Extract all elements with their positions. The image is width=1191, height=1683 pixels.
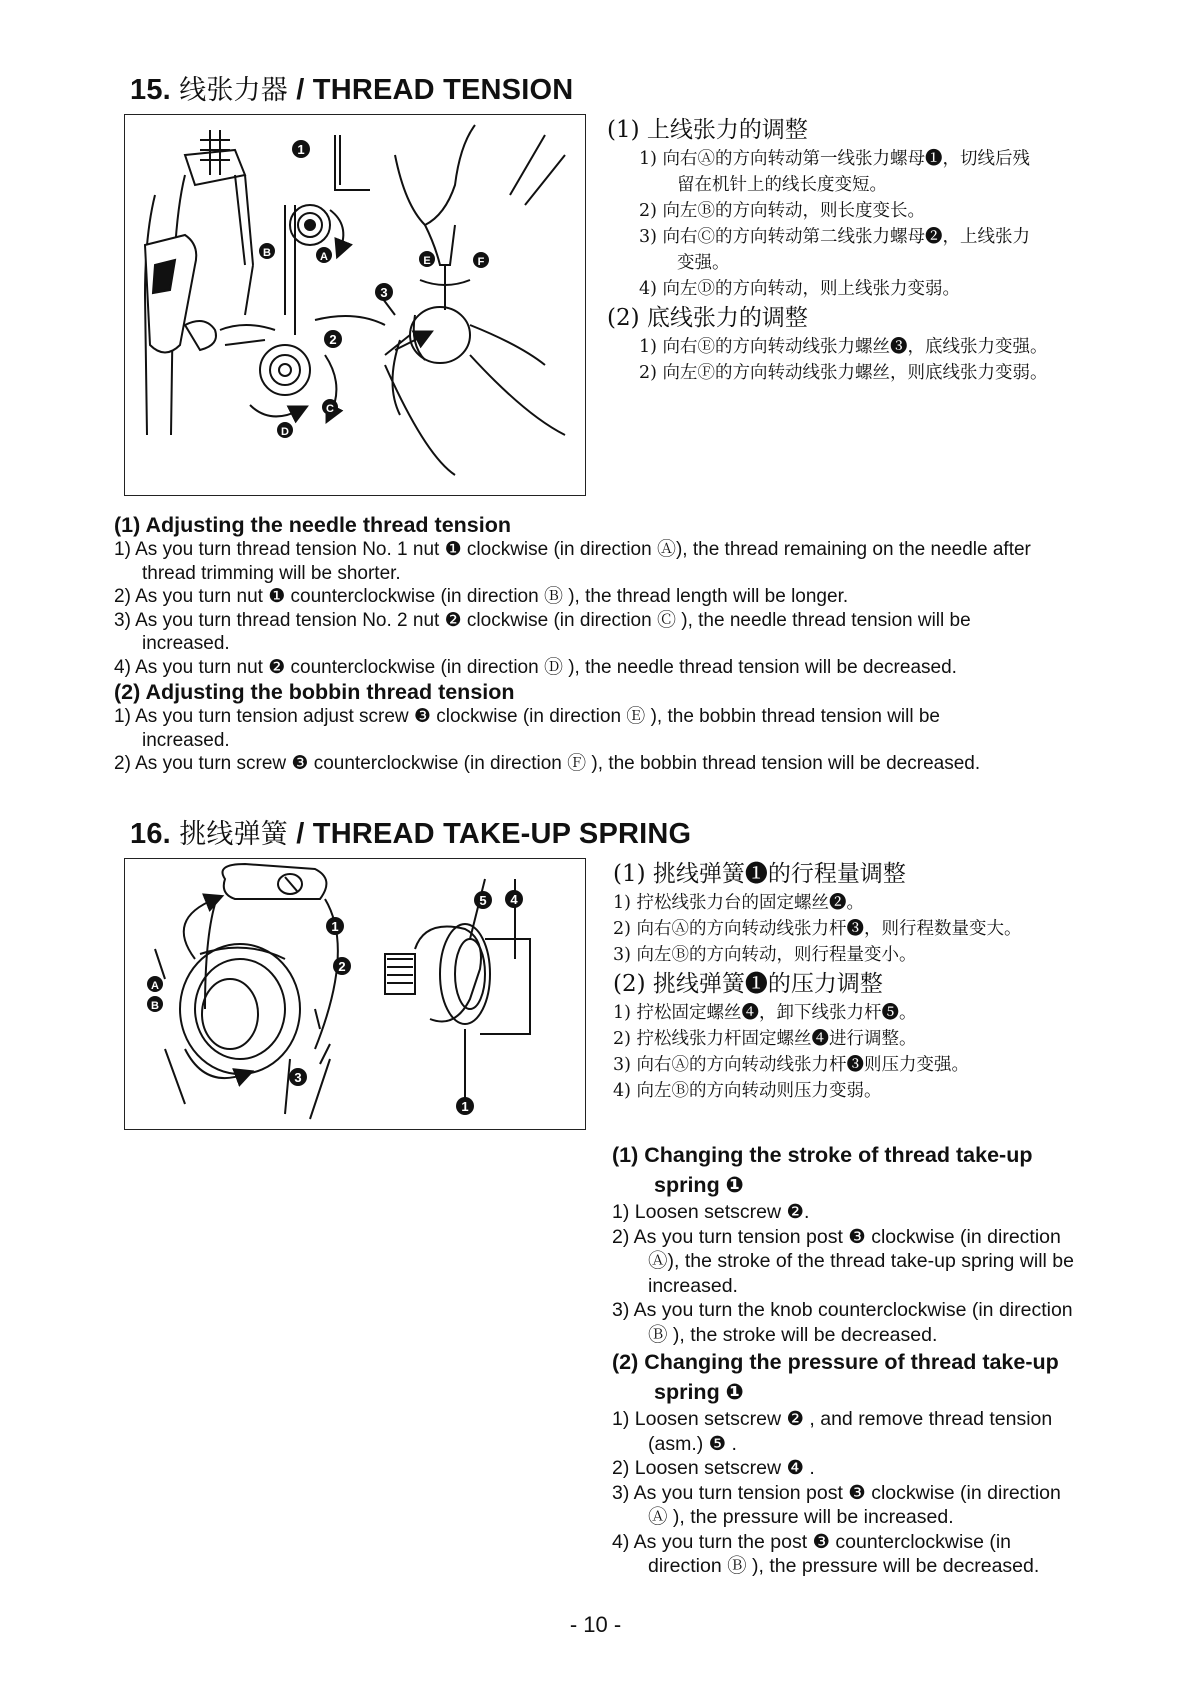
section-15-title: 15. 线张力器 / THREAD TENSION [130, 74, 574, 106]
thread-tension-illustration [125, 115, 585, 495]
zh-item: 1) 向右Ⓐ的方向转动第一线张力螺母❶，切线后残 [639, 149, 1031, 169]
svg-text:B: B [151, 1000, 159, 1012]
svg-text:B: B [263, 247, 271, 259]
svg-text:1: 1 [461, 1099, 469, 1114]
svg-text:2: 2 [329, 332, 337, 347]
en-item: 2) As you turn tension post ❸ clockwise (in direction [612, 1225, 1061, 1248]
en-heading-2: (2) Changing the pressure of thread take-up [612, 1350, 1059, 1374]
zh-item: 留在机针上的线长度变短。 [677, 175, 887, 195]
zh-item: 4) 向左Ⓓ的方向转动，则上线张力变弱。 [639, 279, 961, 299]
zh-item: 3) 向右Ⓒ的方向转动第二线张力螺母❷，上线张力 [639, 227, 1031, 247]
zh-item: 2) 拧松线张力杆固定螺丝❹进行调整。 [613, 1029, 917, 1049]
svg-text:1: 1 [331, 919, 339, 934]
zh-heading-2: (2) 挑线弹簧❶的压力调整 [613, 971, 883, 997]
en-item: increased. [648, 1274, 738, 1297]
zh-item: 2) 向左Ⓕ的方向转动线张力螺丝，则底线张力变弱。 [639, 363, 1048, 383]
en-item: 1) Loosen setscrew ❷ , and remove thread tension [612, 1408, 1053, 1430]
en-heading-1-cont: spring ❶ [654, 1173, 744, 1197]
section-16-title: 16. 挑线弹簧 / THREAD TAKE-UP SPRING [130, 818, 692, 850]
label-1: 1 [297, 142, 305, 157]
en-item: Ⓐ ), the pressure will be increased. [648, 1506, 954, 1528]
zh-heading-1: (1) 上线张力的调整 [607, 117, 808, 143]
en-item: Ⓐ), the stroke of the thread take-up spring will be [648, 1250, 1074, 1272]
svg-text:D: D [281, 426, 289, 438]
svg-text:2: 2 [338, 959, 346, 974]
zh-item: 2) 向右Ⓐ的方向转动线张力杆❸，则行程数量变大。 [613, 919, 1022, 939]
zh-heading-2: (2) 底线张力的调整 [607, 305, 808, 331]
svg-text:5: 5 [479, 893, 487, 908]
en-item: 4) As you turn nut ❷ counterclockwise (in direction Ⓓ ), the needle thread tension will be decreased. [114, 656, 957, 678]
zh-item: 变强。 [677, 253, 730, 273]
en-heading-1: (1) Changing the stroke of thread take-up [612, 1143, 1033, 1167]
svg-text:C: C [326, 403, 334, 415]
en-item: 1) Loosen setscrew ❷. [612, 1201, 810, 1223]
en-item: 3) As you turn thread tension No. 2 nut ❷ clockwise (in direction Ⓒ ), the needle thread tension will be [114, 609, 971, 631]
zh-item: 3) 向左Ⓑ的方向转动，则行程量变小。 [613, 945, 917, 965]
en-item: increased. [142, 729, 230, 751]
zh-item: 2) 向左Ⓑ的方向转动，则长度变长。 [639, 201, 926, 221]
en-item: 3) As you turn tension post ❸ clockwise (in direction [612, 1481, 1061, 1504]
en-item: Ⓑ ), the stroke will be decreased. [648, 1323, 938, 1346]
svg-text:A: A [320, 251, 328, 263]
section-16-chinese [613, 858, 1173, 1104]
zh-heading-1: (1) 挑线弹簧❶的行程量调整 [613, 861, 906, 887]
zh-item: 1) 拧松线张力台的固定螺丝❷。 [613, 893, 865, 913]
svg-text:A: A [151, 980, 159, 992]
en-item: 1) As you turn tension adjust screw ❸ clockwise (in direction Ⓔ ), the bobbin thread tension will be [114, 706, 940, 727]
svg-text:4: 4 [510, 892, 518, 907]
en-item: direction Ⓑ ), the pressure will be decreased. [648, 1555, 1040, 1577]
svg-text:3: 3 [294, 1070, 302, 1085]
svg-text:F: F [477, 256, 485, 268]
thread-tension-figure [124, 114, 586, 496]
svg-text:3: 3 [380, 285, 388, 300]
zh-item: 4) 向左Ⓑ的方向转动则压力变弱。 [613, 1081, 882, 1101]
section-16-english [612, 1140, 1092, 1579]
en-item: 4) As you turn the post ❸ counterclockwise (in [612, 1530, 1011, 1553]
take-up-spring-figure [124, 858, 586, 1130]
en-heading-2-cont: spring ❶ [654, 1380, 744, 1404]
zh-item: 1) 拧松固定螺丝❹，卸下线张力杆❺。 [613, 1003, 917, 1023]
section-15-english [114, 512, 1114, 776]
take-up-spring-illustration [125, 859, 585, 1129]
section-15-chinese [607, 114, 1167, 386]
en-heading-1: (1) Adjusting the needle thread tension [114, 513, 511, 537]
en-item: thread trimming will be shorter. [142, 562, 401, 584]
en-item: increased. [142, 633, 230, 654]
svg-text:E: E [423, 255, 431, 267]
en-item: 2) Loosen setscrew ❹ . [612, 1457, 815, 1479]
en-item: (asm.) ❺ . [648, 1432, 737, 1455]
zh-item: 3) 向右Ⓐ的方向转动线张力杆❸则压力变强。 [613, 1055, 970, 1075]
en-item: 3) As you turn the knob counterclockwise (in direction [612, 1299, 1073, 1321]
en-item: 1) As you turn thread tension No. 1 nut ❶ clockwise (in direction Ⓐ), the thread remaining on the needle after [114, 539, 1031, 560]
en-item: 2) As you turn nut ❶ counterclockwise (in direction Ⓑ ), the thread length will be longer. [114, 586, 849, 607]
en-heading-2: (2) Adjusting the bobbin thread tension [114, 680, 515, 704]
zh-item: 1) 向右Ⓔ的方向转动线张力螺丝❸，底线张力变强。 [639, 337, 1048, 357]
page-number: - 10 - [569, 1612, 622, 1637]
en-item: 2) As you turn screw ❸ counterclockwise (in direction Ⓕ ), the bobbin thread tension will be decreased. [114, 753, 981, 774]
